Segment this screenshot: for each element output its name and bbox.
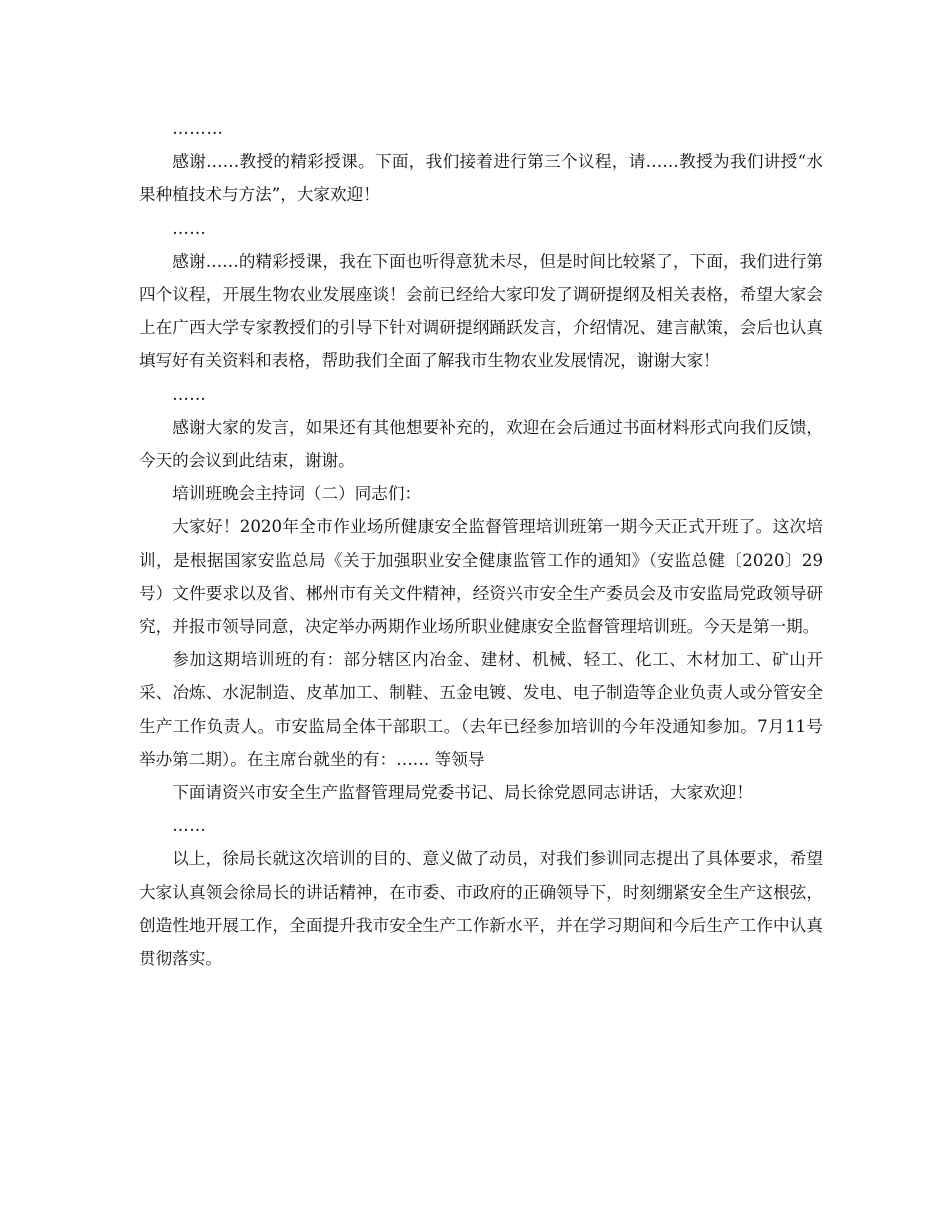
paragraph: 以上，徐局长就这次培训的目的、意义做了动员，对我们参训同志提出了具体要求，希望大家认真领会徐局长的讲话精神，在市委、市政府的正确领导下，时刻绷紧安全生产这根弦，创造性地开展工作，全面提升我市安全生产工作新水平，并在学习期间和今后生产工作中认真贯彻落实。	[139, 849, 823, 969]
ellipsis-line: ……	[172, 816, 207, 836]
ellipsis-line: ……	[172, 384, 207, 404]
ellipsis-line: ……	[172, 218, 207, 238]
paragraph: 参加这期培训班的有：部分辖区内冶金、建材、机械、轻工、化工、木材加工、矿山开采、冶炼、水泥制造、皮革加工、制鞋、五金电镀、发电、电子制造等企业负责人或分管安全生产工作负责人。市安监局全体干部职工。（去年已经参加培训的今年没通知参加。7月11号举办第二期）。在主席台就坐的有：…… 等领导	[139, 650, 823, 769]
paragraph: 感谢大家的发言，如果还有其他想要补充的，欢迎在会后通过书面材料形式向我们反馈，今天的会议到此结束，谢谢。	[139, 417, 823, 471]
paragraph: 大家好！2020年全市作业场所健康安全监督管理培训班第一期今天正式开班了。这次培训，是根据国家安监总局《关于加强职业安全健康监管工作的通知》（安监总健〔2020〕29号）文件要求以及省、郴州市有关文件精神，经资兴市安全生产委员会及市安监局党政领导研究，并报市领导同意，决定举办两期作业场所职业健康安全监督管理培训班。今天是第一期。	[139, 517, 823, 637]
section-heading: 培训班晚会主持词（二）同志们：	[172, 484, 422, 504]
paragraph: 下面请资兴市安全生产监督管理局党委书记、局长徐党恩同志讲话，大家欢迎！	[172, 783, 753, 803]
paragraph: 感谢……的精彩授课，我在下面也听得意犹未尽，但是时间比较紧了，下面，我们进行第四个议程，开展生物农业发展座谈！会前已经给大家印发了调研提纲及相关表格，希望大家会上在广西大学专家教授们的引导下针对调研提纲踊跃发言，介绍情况、建言献策，会后也认真填写好有关资料和表格，帮助我们全面了解我市生物农业发展情况，谢谢大家！	[139, 251, 823, 371]
paragraph: 感谢……教授的精彩授课。下面，我们接着进行第三个议程，请……教授为我们讲授“水果种植技术与方法”，大家欢迎！	[139, 152, 823, 205]
document-page	[139, 112, 823, 975]
ellipsis-line: ………	[172, 119, 224, 138]
